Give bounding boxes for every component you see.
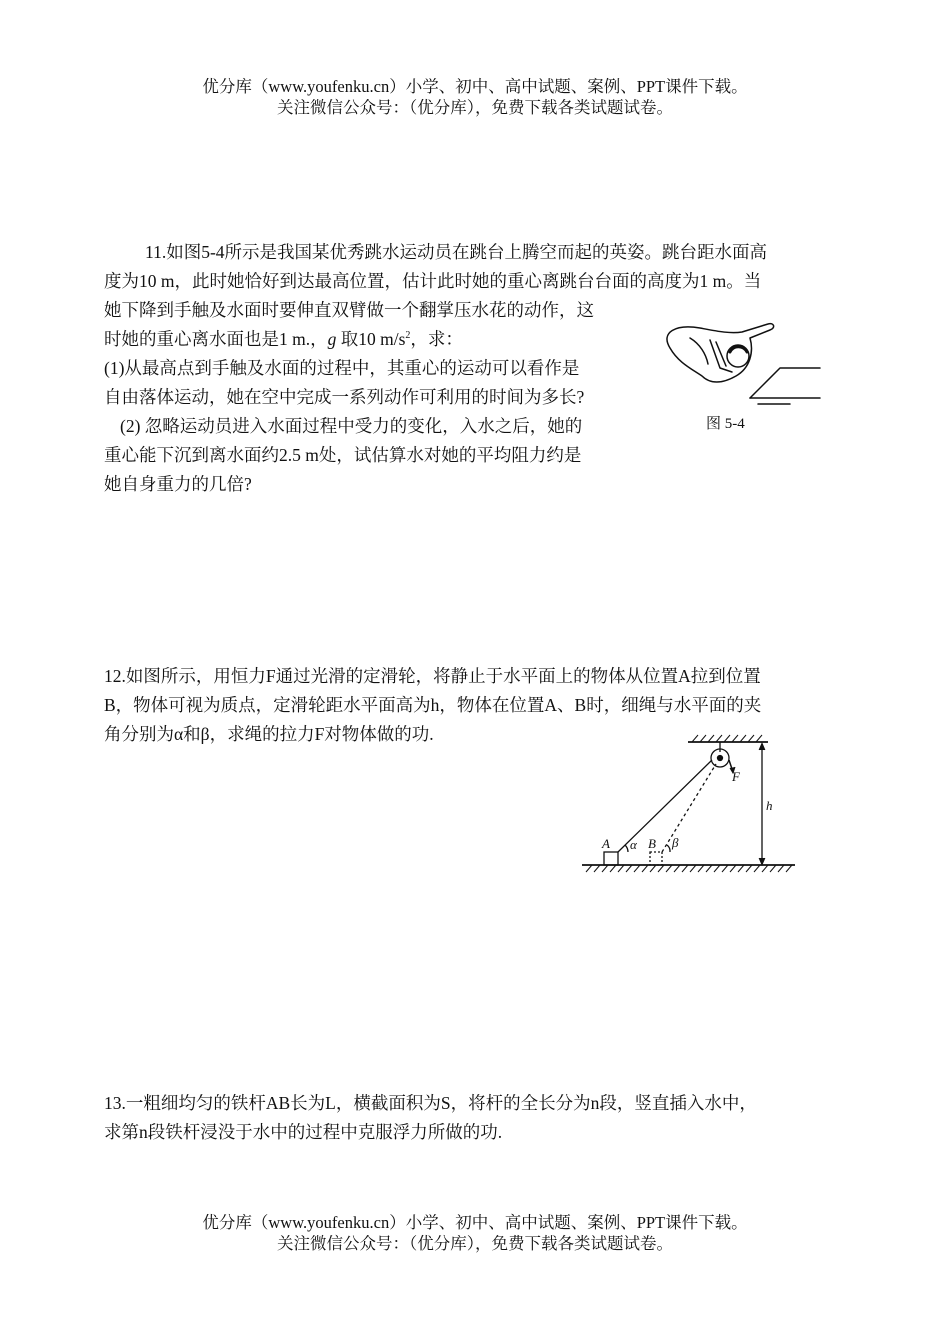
q11-line-7: (2) 忽略运动员进入水面过程中受力的变化，入水之后，她的: [120, 416, 583, 436]
q11-line-4: 时她的重心离水面也是1 m.，g 取10 $m/s^2$，求：: [104, 329, 463, 349]
label-B: B: [648, 836, 656, 851]
footer-line-1: 优分库（www.youfenku.cn）小学、初中、高中试题、案例、PPT课件下载。: [202, 1213, 748, 1232]
q11-line-5: (1)从最高点到手触及水面的过程中，其重心的运动可以看作是: [104, 358, 580, 378]
q11-line-3: 她下降到手触及水面时要伸直双臂做一个翻掌压水花的动作，这: [104, 300, 594, 320]
q11-line-9: 她自身重力的几倍?: [104, 474, 252, 494]
q11-line-1: 11.如图5-4所示是我国某优秀跳水运动员在跳台上腾空而起的英姿。跳台距水面高: [145, 242, 768, 262]
angle-alpha-arc: [625, 845, 628, 852]
ceiling-hatch: [692, 735, 762, 742]
q12-line-1: 12.如图所示，用恒力F通过光滑的定滑轮，将静止于水平面上的物体从位置A拉到位置: [104, 666, 761, 686]
diver-figure: [650, 318, 830, 410]
q12-line-3: 角分别为α和β，求绳的拉力F对物体做的功.: [104, 724, 434, 744]
q12-line-2: B，物体可视为质点，定滑轮距水平面高为h，物体在位置A、B时，细绳与水平面的夹: [104, 695, 762, 715]
label-alpha: α: [630, 837, 637, 852]
q13-line-2: 求第n段铁杆浸没于水中的过程中克服浮力所做的功.: [104, 1122, 503, 1142]
q11-line-8: 重心能下沉到离水面约2.5 m处，试估算水对她的平均阻力约是: [104, 445, 582, 465]
q11-line-2: 度为10 m，此时她恰好到达最高位置，估计此时她的重心离跳台台面的高度为1 m。当: [104, 271, 762, 291]
header-line-1: 优分库（www.youfenku.cn）小学、初中、高中试题、案例、PPT课件下载。: [202, 77, 748, 96]
block-at-A: [604, 852, 618, 865]
q13-line-1: 13.一粗细均匀的铁杆AB长为L，横截面积为S，将杆的全长分为n段，竖直插入水中，: [104, 1093, 757, 1113]
block-at-B: [650, 852, 662, 865]
label-beta: β: [672, 835, 679, 850]
ground-hatch: [586, 865, 792, 872]
rope-B: [662, 764, 716, 852]
figure-caption-5-4: 图 5-4: [706, 416, 745, 432]
header-line-2: 关注微信公众号：（优分库），免费下载各类试题试卷。: [277, 98, 673, 117]
platform-top: [750, 368, 820, 398]
q11-line-6: 自由落体运动，她在空中完成一系列动作可利用的时间为多长?: [104, 387, 585, 407]
angle-beta-arc: [667, 845, 670, 852]
label-A: A: [602, 836, 610, 851]
footer-line-2: 关注微信公众号：（优分库），免费下载各类试题试卷。: [277, 1234, 673, 1253]
page-footer: [0, 1212, 950, 1254]
pulley-figure: [580, 730, 800, 880]
label-F: F: [732, 769, 740, 784]
label-h: h: [766, 798, 773, 813]
page-header: [0, 76, 950, 118]
